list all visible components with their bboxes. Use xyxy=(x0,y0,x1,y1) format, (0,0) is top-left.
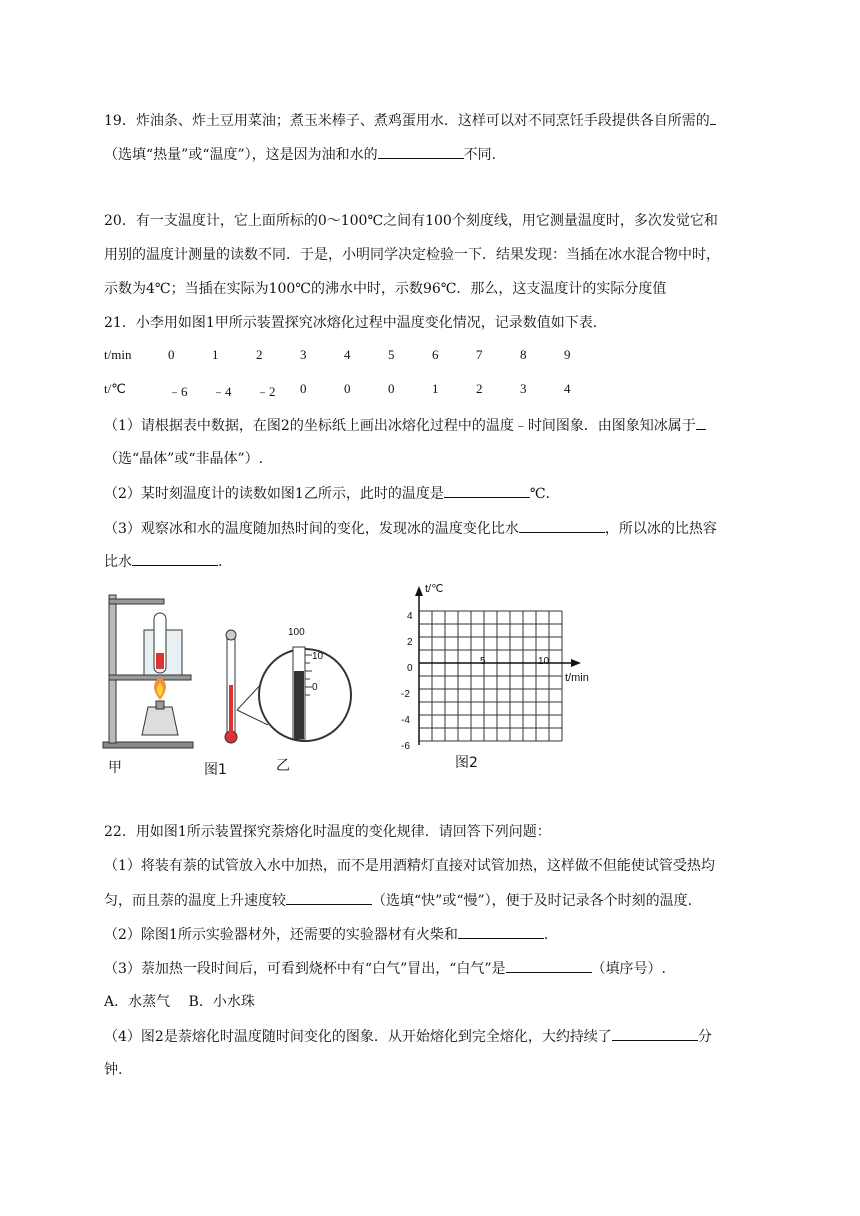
q21-part3-text-a: （3）观察冰和水的温度随加热时间的变化，发现冰的温度变化比水 xyxy=(104,521,519,537)
q21-part2-unit: ℃. xyxy=(529,486,550,502)
figure-1-drawing xyxy=(100,585,400,780)
q20-line-1: 20．有一支温度计，它上面所标的0～100℃之间有100个刻度线，用它测量温度时，多次发觉它和 xyxy=(104,213,718,229)
table-cell: 1 xyxy=(212,347,219,362)
q19-blank-1 xyxy=(710,110,716,125)
table-cell: 0 xyxy=(388,381,395,396)
table-cell: 5 xyxy=(388,347,395,362)
q21-part3-blank-1 xyxy=(519,518,605,533)
q22-part2-text: （2）除图1所示实验器材外，还需要的实验器材有火柴和 xyxy=(104,927,458,943)
y-tick: 0 xyxy=(407,663,413,674)
table-cell: 4 xyxy=(564,381,571,396)
q22-part4-line-2: 钟. xyxy=(104,1062,123,1078)
q22-part1-line-1: （1）将装有萘的试管放入水中加热，而不是用酒精灯直接对试管加热，这样做不但能使试管受热均 xyxy=(104,858,715,874)
q21-part1-line-1 xyxy=(104,415,706,436)
q22-intro: 22．用如图1所示装置探究萘熔化时温度的变化规律．请回答下列问题： xyxy=(104,824,551,840)
y-tick: -2 xyxy=(401,689,410,700)
q21-part3-blank-2 xyxy=(132,551,218,566)
table-cell: 0 xyxy=(344,381,351,396)
q21-part1-line-2: （选“晶体”或“非晶体”）. xyxy=(104,451,264,467)
table-cell: 7 xyxy=(476,347,483,362)
table-cell: ﹣2 xyxy=(256,384,276,399)
q21-part2-line xyxy=(104,483,550,504)
q22-part3-text-a: （3）萘加热一段时间后，可看到烧杯中有“白气”冒出，“白气”是 xyxy=(104,961,506,977)
q22-part4-text-a: （4）图2是萘熔化时温度随时间变化的图象．从开始熔化到完全熔化，大约持续了 xyxy=(104,1029,612,1045)
figure-2-caption: 图2 xyxy=(455,755,478,771)
q21-part3-text-b: ，所以冰的比热容 xyxy=(604,521,717,537)
q21-part3-text-d: . xyxy=(218,554,223,570)
table-cell: 2 xyxy=(256,347,263,362)
q19-text-2b: 不同. xyxy=(463,147,497,163)
y-tick: -4 xyxy=(401,715,410,726)
q22-part1-blank xyxy=(286,890,372,905)
q21-part3-line-1 xyxy=(104,518,717,539)
figure-1-label-jia: 甲 xyxy=(108,760,122,776)
table-cell: 2 xyxy=(476,381,483,396)
thermo-mark-100: 100 xyxy=(288,627,305,638)
table-cell: 1 xyxy=(432,381,439,396)
q22-part2-blank xyxy=(458,924,544,939)
figure-1 xyxy=(100,585,400,780)
table-time-label: t/min xyxy=(104,347,132,362)
q21-part2-text: （2）某时刻温度计的读数如图1乙所示，此时的温度是 xyxy=(104,486,444,502)
table-cell: 8 xyxy=(520,347,527,362)
q22-part4-line-1 xyxy=(104,1026,712,1047)
q19-line-1 xyxy=(104,110,716,131)
table-cell: ﹣4 xyxy=(212,384,232,399)
y-axis-label: t/℃ xyxy=(425,583,444,595)
q20-line-3: 示数为4℃；当插在实际为100℃的沸水中时，示数96℃．那么，这支温度计的实际分度值 xyxy=(104,281,667,297)
table-temp-label: t/℃ xyxy=(104,381,126,396)
x-axis-label: t/min xyxy=(565,672,589,684)
q21-part3-line-2 xyxy=(104,551,222,572)
q21-part3-text-c: 比水 xyxy=(104,554,132,570)
q19-line-2 xyxy=(104,144,496,165)
q21-part1-text: （1）请根据表中数据，在图2的坐标纸上画出冰熔化过程中的温度﹣时间图象．由图象知冰属于 xyxy=(104,418,696,434)
x-tick: 5 xyxy=(480,656,486,667)
figure-1-label-yi: 乙 xyxy=(276,758,290,774)
q22-part3-text-b: （填序号）. xyxy=(591,961,666,977)
q22-part3-line xyxy=(104,958,666,979)
q22-part4-text-b: 分 xyxy=(697,1029,712,1045)
q22-part3-blank xyxy=(506,958,592,973)
q22-part1-text-a: 匀，而且萘的温度上升速度较 xyxy=(104,893,286,909)
x-tick: 10 xyxy=(538,656,550,667)
thermo-mark-0: 0 xyxy=(312,682,318,693)
y-tick: -6 xyxy=(401,741,410,752)
q19-blank-2 xyxy=(378,144,464,159)
figure-1-caption: 图1 xyxy=(204,762,227,778)
table-cell: ﹣6 xyxy=(168,384,188,399)
table-cell: 4 xyxy=(344,347,351,362)
table-cell: 0 xyxy=(168,347,175,362)
q22-part1-text-b: （选填“快”或“慢”），便于及时记录各个时刻的温度. xyxy=(372,893,693,909)
table-cell: 0 xyxy=(300,381,307,396)
table-cell: 3 xyxy=(520,381,527,396)
q22-part4-blank xyxy=(612,1026,698,1041)
q19-text-1: 19．炸油条、炸土豆用菜油；煮玉米棒子、煮鸡蛋用水．这样可以对不同烹饪手段提供各自所需的 xyxy=(104,113,710,129)
q22-part1-line-2 xyxy=(104,890,692,911)
table-cell: 3 xyxy=(300,347,307,362)
q21-intro: 21．小李用如图1甲所示装置探究冰熔化过程中温度变化情况，记录数值如下表. xyxy=(104,315,598,331)
thermo-mark-10: 10 xyxy=(312,651,324,662)
q22-part2-line xyxy=(104,924,548,945)
figure-2 xyxy=(395,580,595,775)
table-cell: 6 xyxy=(432,347,439,362)
q19-text-2a: （选填“热量”或“温度”），这是因为油和水的 xyxy=(104,147,378,163)
q22-options: A．水蒸气 B．小水珠 xyxy=(104,994,255,1010)
q21-part2-blank xyxy=(444,483,530,498)
y-tick: 2 xyxy=(407,637,413,648)
q22-part2-end: . xyxy=(543,927,549,943)
q20-line-2: 用别的温度计测量的读数不同．于是，小明同学决定检验一下．结果发现：当插在冰水混合物中时， xyxy=(104,247,720,263)
table-cell: 9 xyxy=(564,347,571,362)
q21-part1-blank xyxy=(696,415,706,430)
y-tick: 4 xyxy=(407,611,413,622)
